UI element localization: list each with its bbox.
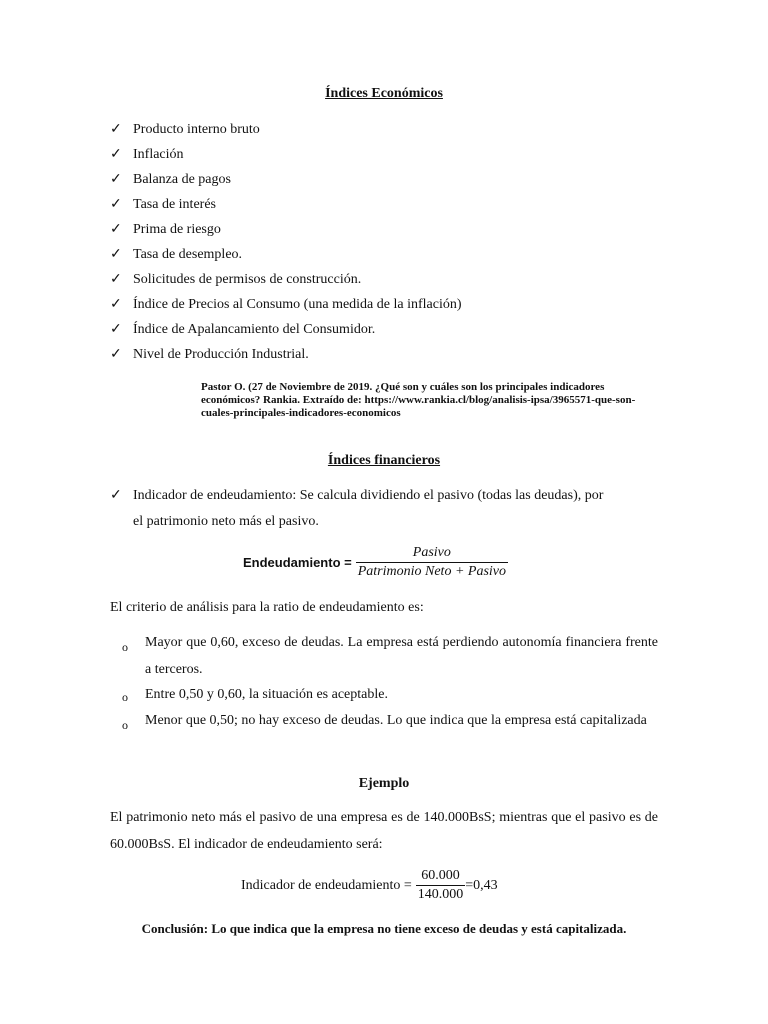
bullet-icon: o [122,718,128,732]
list-item-label: Nivel de Producción Industrial. [133,347,309,362]
formula-label: Endeudamiento = [243,555,352,570]
check-icon: ✓ [110,222,122,237]
debt-formula [243,545,508,580]
conclusion: Conclusión: Lo que indica que la empresa no tiene exceso de deudas y está capitalizada. [141,921,627,936]
indicator-text-line2: el patrimonio neto más el pasivo. [133,514,319,529]
criteria-item: Menor que 0,50; no hay exceso de deudas. Lo que indica que la empresa está capitalizada [145,713,647,728]
example-formula [241,868,498,903]
list-item-label: Tasa de desempleo. [133,247,243,262]
check-icon: ✓ [110,122,122,137]
list-item-label: Producto interno bruto [133,122,260,137]
check-icon: ✓ [110,272,122,287]
list-item-label: Índice de Apalancamiento del Consumidor. [133,322,376,337]
indicator-text-line1: Indicador de endeudamiento: Se calcula dividiendo el pasivo (todas las deudas), por [133,488,604,503]
example-formula-fraction [416,868,466,903]
list-item-label: Solicitudes de permisos de construcción. [133,272,362,287]
criteria-item: Mayor que 0,60, exceso de deudas. La empresa está perdiendo autonomía financiera frente a terceros. [145,635,658,677]
example-formula-numerator: 60.000 [421,868,460,883]
example-formula-denominator: 140.000 [417,887,464,902]
check-icon: ✓ [110,247,122,262]
example-title: Ejemplo [358,776,410,791]
list-item-label: Inflación [133,147,184,162]
example-formula-label: Indicador de endeudamiento = [241,877,412,893]
financial-title: Índices financieros [327,453,441,468]
example-formula-result: =0,43 [465,877,498,893]
formula-numerator: Pasivo [412,545,451,560]
list-item-label: Índice de Precios al Consumo (una medida de la inflación) [133,297,462,312]
check-icon: ✓ [110,347,122,362]
list-item-label: Balanza de pagos [133,172,231,187]
check-icon: ✓ [110,488,122,503]
criteria-intro: El criterio de análisis para la ratio de endeudamiento es: [110,600,424,615]
check-icon: ✓ [110,297,122,312]
check-icon: ✓ [110,197,122,212]
formula-denominator: Patrimonio Neto + Pasivo [357,564,506,579]
list-item-label: Prima de riesgo [133,222,221,237]
example-text: El patrimonio neto más el pasivo de una empresa es de 140.000BsS; mientras que el pasivo es de 60.000BsS. El indicador de endeudamiento será: [110,810,658,852]
check-icon: ✓ [110,172,122,187]
formula-fraction [356,545,508,580]
criteria-item: Entre 0,50 y 0,60, la situación es aceptable. [145,687,388,702]
bullet-icon: o [122,690,128,704]
check-icon: ✓ [110,322,122,337]
economic-title: Índices Económicos [325,86,443,101]
check-icon: ✓ [110,147,122,162]
citation: Pastor O. (27 de Noviembre de 2019. ¿Qué son y cuáles son los principales indicadores económicos? Rankia. Extraído de: https://www.rankia.cl/blog/analisis-ipsa/3965571-que-son-cuales-principales-indicadores-economicos [201,381,636,419]
list-item-label: Tasa de interés [133,197,216,212]
bullet-icon: o [122,640,128,654]
